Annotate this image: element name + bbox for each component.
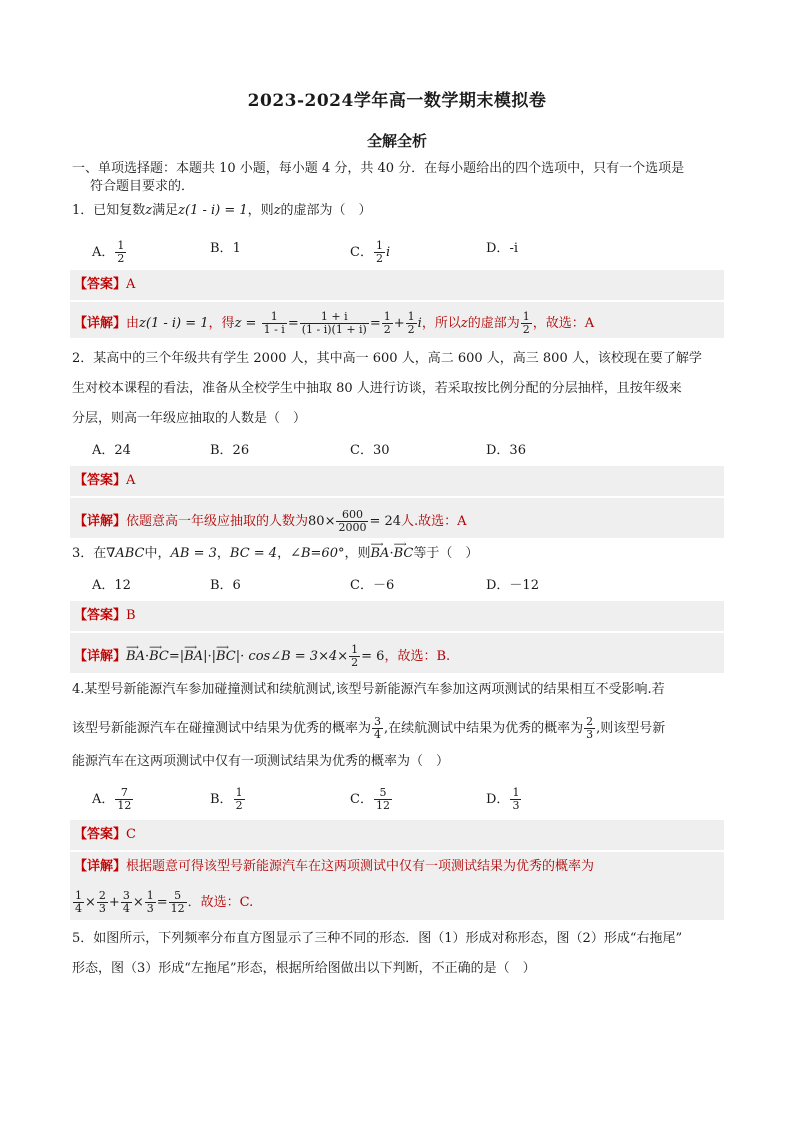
option-label: B． (210, 792, 233, 807)
fraction (374, 240, 385, 265)
fraction (115, 787, 133, 812)
q1-var-z: z (273, 203, 281, 218)
detail-tag: 【详解】 (74, 514, 127, 529)
detail-tag: 【详解】 (74, 316, 127, 331)
question-3-stem (72, 545, 478, 563)
numerator: 1 (351, 643, 359, 656)
question-2-line1: 2．某高中的三个年级共有学生 2000 人，其中高一 600 人，高二 600 人，高三 800 人，该校现在要了解学 (72, 351, 702, 366)
detail-text: ．故选：C. (187, 895, 254, 910)
vector-ba-magnitude: ⟶ BA (184, 648, 203, 666)
q1-stem-text: 的虚部为（ ） (280, 203, 372, 218)
fraction (169, 890, 187, 915)
fraction (349, 644, 360, 669)
q2-answer (74, 472, 135, 490)
denominator: 2 (522, 323, 530, 336)
denominator: (1 - i)(1 + i) (301, 323, 367, 336)
option-text: 1 (232, 241, 241, 256)
numerator: 1 (512, 786, 520, 799)
detail-equation: z(1 - i) = 1 (139, 316, 209, 331)
denominator: 2 (375, 252, 383, 265)
answer-tag: 【答案】 (74, 473, 127, 488)
detail-text: ，故选：B. (384, 649, 451, 664)
vector-bc: ⟶ BC (149, 648, 169, 666)
numerator: 5 (374, 787, 392, 800)
answer-value: A (126, 473, 136, 488)
denominator: 12 (117, 799, 132, 812)
answer-value: C (126, 827, 136, 842)
detail-text: 依题意高一年级应抽取的人数为 (126, 514, 309, 529)
detail-text: 人.故选：A (401, 514, 467, 529)
q2-detail (74, 509, 467, 534)
fraction (372, 716, 383, 741)
q1-var-z: z (460, 316, 468, 331)
vector-bc-magnitude: ⟶ BC (216, 648, 236, 666)
q3-answer-band (70, 601, 724, 631)
q3-angle: ∠B=60° (290, 546, 345, 561)
vector-ba: ⟶ BA (371, 545, 390, 563)
numerator: 2 (586, 715, 594, 728)
option-text: -i (509, 241, 518, 256)
denominator: 2 (407, 323, 415, 336)
plus-sign: + (108, 895, 120, 910)
detail-text: 由 (126, 316, 140, 331)
fraction (115, 240, 126, 265)
q4-option-d[interactable] (486, 787, 522, 812)
denominator: 12 (375, 799, 390, 812)
detail-equation: 80× (308, 514, 336, 529)
fraction (145, 890, 156, 915)
detail-equation: = 24 (369, 514, 402, 529)
option-label: A． (92, 792, 115, 807)
triangle-symbol: ∇ABC (106, 546, 145, 561)
question-5-line2: 形态，图（3）形成“左拖尾”形态，根据所给图做出以下判断，不正确的是（ ） (72, 961, 536, 976)
numerator: 1 + i (300, 311, 369, 324)
answer-value: B (126, 608, 136, 623)
answer-tag: 【答案】 (74, 277, 127, 292)
question-4-line1: 4.某型号新能源汽车参加碰撞测试和续航测试,该型号新能源汽车参加这两项测试的结果相互不受影响.若 (72, 682, 665, 697)
denominator: 3 (586, 728, 594, 741)
q4-text: ,则该型号新 (596, 721, 666, 736)
q3-stem-text: ， (277, 546, 291, 561)
q2-option-c[interactable]: C．30 (350, 443, 390, 458)
fraction (406, 311, 417, 336)
fraction (262, 311, 287, 336)
q3-stem-text: 等于（ ） (413, 546, 479, 561)
denominator: 2000 (338, 521, 367, 534)
q4-option-a[interactable] (92, 787, 134, 812)
denominator: 2 (351, 656, 359, 669)
option-label: D． (486, 241, 510, 256)
option-label: C． (350, 792, 373, 807)
fraction (374, 787, 392, 812)
q1-option-a[interactable] (92, 240, 127, 265)
section-heading-line2: 符合题目要求的． (90, 179, 195, 194)
q2-option-a[interactable]: A．24 (92, 443, 131, 458)
denominator: 3 (512, 799, 520, 812)
times-sign: × (85, 895, 96, 910)
result: = 6 (361, 649, 385, 664)
numerator: 3 (122, 889, 130, 902)
numerator: 2 (98, 889, 106, 902)
q2-answer-band (70, 466, 724, 496)
detail-text: 根据题意可得该型号新能源汽车在这两项测试中仅有一项测试结果为优秀的概率为 (126, 859, 595, 874)
option-label: D． (486, 792, 510, 807)
q1-answer-band (70, 270, 724, 300)
question-2-line3: 分层，则高一年级应抽取的人数是（ ） (72, 411, 307, 426)
vector-bc: ⟶ BC (394, 545, 414, 563)
denominator: 3 (98, 902, 106, 915)
numerator: 1 (407, 310, 415, 323)
detail-equation: z = (234, 316, 257, 331)
q3-bc: BC = 4 (229, 546, 278, 561)
q4-answer (74, 826, 136, 844)
q3-stem-text: 中， (144, 546, 171, 561)
numerator: 1 (235, 786, 243, 799)
fraction (382, 311, 393, 336)
detail-tag: 【详解】 (74, 859, 127, 874)
denominator: 12 (170, 902, 185, 915)
q3-option-b[interactable]: B．6 (210, 578, 241, 593)
page-title: 2023-2024学年高一数学期末模拟卷 (247, 91, 547, 111)
equals-sign: = (168, 649, 180, 664)
q1-option-d[interactable] (486, 240, 518, 258)
answer-tag: 【答案】 (74, 827, 127, 842)
fraction (336, 509, 368, 534)
q3-option-c[interactable]: C．－6 (350, 578, 395, 593)
question-4-line3: 能源汽车在这两项测试中仅有一项测试结果为优秀的概率为（ ） (72, 754, 450, 769)
fraction (521, 311, 532, 336)
q3-option-d[interactable]: D．－12 (486, 578, 539, 593)
q4-text: ,在续航测试中结果为优秀的概率为 (384, 721, 584, 736)
option-label: B． (210, 241, 233, 256)
q1-stem-text: 1．已知复数 (72, 203, 146, 218)
denominator: 4 (374, 728, 382, 741)
fraction (300, 311, 369, 336)
equals-sign: = (156, 895, 168, 910)
numerator: 1 (375, 239, 383, 252)
q4-detail-line1 (74, 858, 594, 876)
numerator: 1 (383, 310, 391, 323)
option-label: A． (92, 245, 115, 260)
numerator: 1 (117, 239, 125, 252)
denominator: 4 (122, 902, 130, 915)
fraction (584, 716, 595, 741)
numerator: 1 (75, 889, 82, 902)
question-1-stem (72, 202, 372, 220)
section-heading-line1: 一、单项选择题：本题共 10 小题，每小题 4 分，共 40 分．在每小题给出的四个选项中，只有一个选项是 (72, 161, 685, 176)
q1-option-c[interactable] (350, 240, 390, 265)
numerator: 7 (115, 787, 133, 800)
q3-stem-text: 3．在 (72, 546, 107, 561)
cosine-expression: · cos∠B = 3×4× (240, 649, 349, 664)
numerator: 3 (374, 715, 382, 728)
q3-detail: 【详解】⟶ BA·⟶ BC=|⟶ BA|·|⟶ BC|· cos∠B = 3×4× $\frac{1}{2}$ = 6，故选：B. (74, 644, 450, 669)
answer-value: A (126, 277, 136, 292)
answer-tag: 【答案】 (74, 608, 127, 623)
denominator: 2 (117, 252, 125, 265)
plus-sign: + (393, 316, 405, 331)
q3-ab: AB = 3 (170, 546, 217, 561)
fraction (510, 787, 521, 812)
denominator: 4 (75, 902, 82, 915)
vector-ba: ⟶ BA (126, 648, 145, 666)
imag-unit: i (417, 316, 422, 331)
q1-answer (74, 276, 135, 294)
q1-stem-text: ，则 (247, 203, 274, 218)
detail-text: ，故选：A (532, 316, 595, 331)
numerator: 1 (262, 311, 287, 324)
q4-answer-band (70, 820, 724, 850)
q1-option-b[interactable] (210, 240, 241, 258)
q2-option-d[interactable]: D．36 (486, 443, 526, 458)
q4-option-b[interactable] (210, 787, 246, 812)
fraction (73, 890, 84, 915)
q1-stem-text: 满足 (152, 203, 179, 218)
fraction (97, 890, 108, 915)
q1-detail: 【详解】由z(1 - i) = 1，得z = $\frac{1}{1 - i}$ = $\frac{1 + i}{(1 - i)(1 + i)}$ = $\frac{1}{2}$ + $\frac{1}{2}$ i，所以z的虚部为 $\frac{1}{2}$ ，故选：A (74, 310, 595, 336)
denominator: 3 (146, 902, 154, 915)
q1-equation: z(1 - i) = 1 (178, 203, 248, 218)
fraction (121, 890, 132, 915)
detail-text: ，得 (208, 316, 235, 331)
times-sign: × (132, 895, 144, 910)
q3-option-a[interactable]: A．12 (92, 578, 131, 593)
option-suffix: i (385, 245, 391, 260)
q2-option-b[interactable]: B．26 (210, 443, 250, 458)
q4-text: 该型号新能源汽车在碰撞测试中结果为优秀的概率为 (72, 721, 372, 736)
detail-text: ，所以 (421, 316, 461, 331)
numerator: 1 (146, 889, 154, 902)
question-5-line1: 5．如图所示，下列频率分布直方图显示了三种不同的形态．图（1）形成对称形态，图（2）形成“右拖尾” (72, 931, 683, 946)
question-4-line2 (72, 716, 665, 741)
page-subtitle: 全解全析 (366, 132, 427, 150)
q1-var-z: z (145, 203, 153, 218)
numerator: 600 (336, 509, 368, 522)
denominator: 1 - i (263, 323, 285, 336)
numerator: 1 (522, 310, 530, 323)
denominator: 2 (235, 799, 243, 812)
numerator: 5 (169, 890, 187, 903)
q3-answer (74, 607, 136, 625)
dot-operator: · (389, 546, 394, 561)
option-label: C． (350, 245, 373, 260)
detail-tag: 【详解】 (74, 649, 127, 664)
fraction (234, 787, 245, 812)
question-2-line2: 生对校本课程的看法，准备从全校学生中抽取 80 人进行访谈，若采取按比例分配的分层抽样，且按年级来 (72, 381, 682, 396)
q3-stem-text: ，则 (344, 546, 371, 561)
q3-stem-text: ， (216, 546, 230, 561)
q4-option-c[interactable] (350, 787, 393, 812)
q4-detail-line2 (72, 890, 253, 915)
detail-text: 的虚部为 (467, 316, 520, 331)
denominator: 2 (383, 323, 391, 336)
